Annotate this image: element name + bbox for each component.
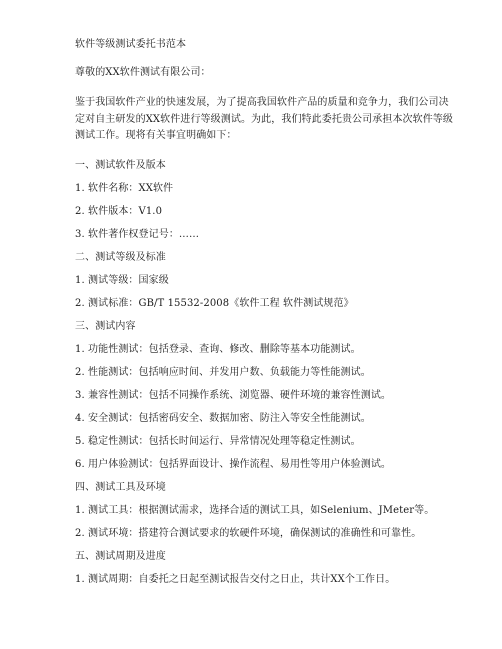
section-heading: 四、测试工具及环境 xyxy=(75,482,166,493)
section-heading: 三、测试内容 xyxy=(75,321,136,332)
list-item: 3. 兼容性测试：包括不同操作系统、浏览器、硬件环境的兼容性测试。 xyxy=(75,390,392,401)
document-title: 软件等级测试委托书范本 xyxy=(75,39,187,50)
salutation: 尊敬的XX软件测试有限公司： xyxy=(75,67,211,78)
list-item: 2. 性能测试：包括响应时间、并发用户数、负载能力等性能测试。 xyxy=(75,367,371,378)
list-item: 1. 测试等级：国家级 xyxy=(75,275,169,286)
list-item: 3. 软件著作权登记号：…… xyxy=(75,229,200,240)
list-item: 1. 功能性测试：包括登录、查询、修改、删除等基本功能测试。 xyxy=(75,344,361,355)
list-item: 6. 用户体验测试：包括界面设计、操作流程、易用性等用户体验测试。 xyxy=(75,459,392,470)
list-item: 4. 安全测试：包括密码安全、数据加密、防注入等安全性能测试。 xyxy=(75,413,371,424)
list-item: 1. 软件名称：XX软件 xyxy=(75,183,174,194)
list-item: 5. 稳定性测试：包括长时间运行、异常情况处理等稳定性测试。 xyxy=(75,436,361,447)
intro-paragraph: 鉴于我国软件产业的快速发展，为了提高我国软件产品的质量和竞争力，我们公司决定对自主研发的XX软件进行等级测试。为此，我们特此委托贵公司承担本次软件等级测试工作。现将有关事宜明确如下： xyxy=(75,97,454,141)
list-item: 1. 测试周期：自委托之日起至测试报告交付之日止，共计XX个工作日。 xyxy=(75,574,396,585)
list-item: 1. 测试工具：根据测试需求，选择合适的测试工具，如Selenium、JMeter等。 xyxy=(75,505,435,516)
list-item: 2. 测试环境：搭建符合测试要求的软硬件环境，确保测试的准确性和可靠性。 xyxy=(75,528,422,539)
section-heading: 五、测试周期及进度 xyxy=(75,551,166,562)
section-heading: 二、测试等级及标准 xyxy=(75,252,166,263)
section-heading: 一、测试软件及版本 xyxy=(75,160,166,171)
list-item: 2. 测试标准：GB/T 15532-2008《软件工程 软件测试规范》 xyxy=(75,298,354,309)
list-item: 2. 软件版本：V1.0 xyxy=(75,206,163,217)
